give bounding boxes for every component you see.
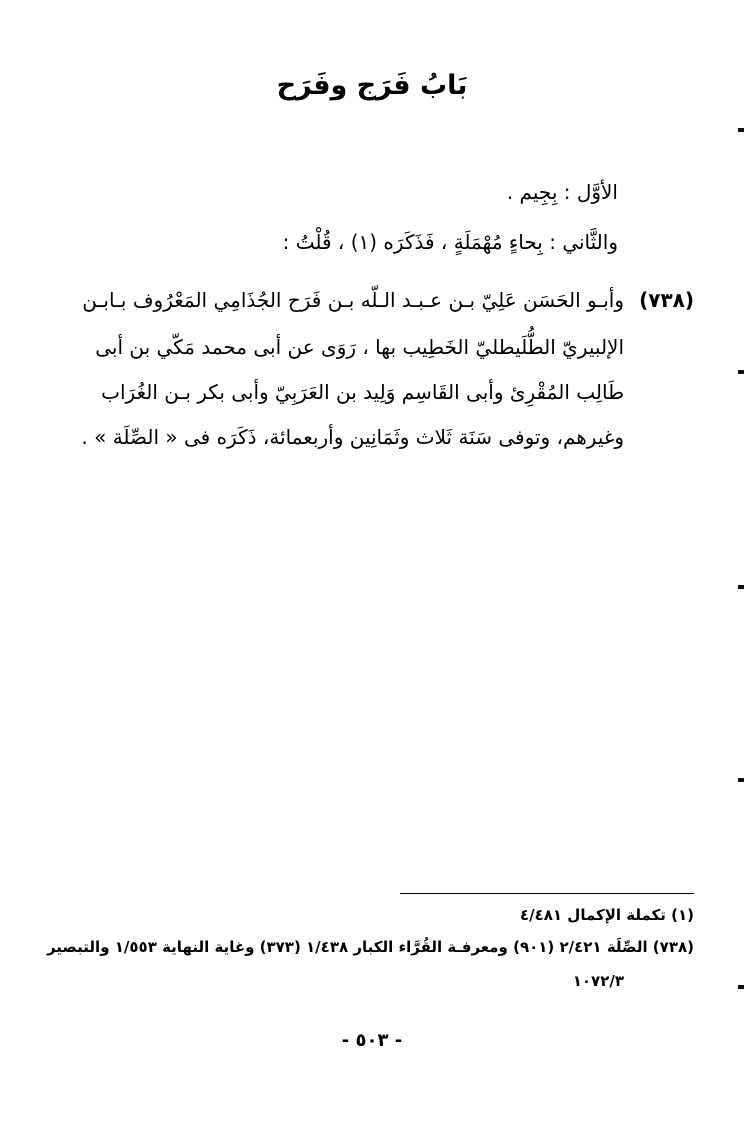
entry-line: وغيرهم، وتوفى سَنَة ثَلاث وثَمَانِين وأربعمائة، ذَكَرَه فى « الصِّلَة » . bbox=[81, 425, 624, 449]
entry-number: (٧٣٨) bbox=[639, 288, 694, 312]
scan-edge-mark bbox=[738, 985, 744, 989]
entry-line: طَالِب المُقْرِئ وأبى القَاسِم وَلِيد بن العَرَبِيّ وأبى بكر بـن الغُرَاب bbox=[101, 380, 624, 404]
scan-edge-mark bbox=[738, 128, 744, 132]
footnote-738-continued: ١٠٧٢/٣ bbox=[572, 972, 624, 990]
intro-line-first: الأوَّل : بِجِيم . bbox=[506, 180, 618, 204]
page-number: - ٥٠٣ - bbox=[341, 1030, 403, 1051]
chapter-title: بَابُ فَرَج وفَرَح bbox=[276, 70, 468, 101]
entry-line: وأبـو الحَسَن عَلِيّ بـن عـبـد الـلّه بـن فَرَح الجُذَامِي المَعْرُوف بـابـن bbox=[82, 288, 624, 312]
footnote-1: (١) تكملة الإكمال ٤/٤٨١ bbox=[519, 906, 694, 924]
scan-edge-mark bbox=[738, 778, 744, 782]
footnote-738: (٧٣٨) الصِّلَة ٢/٤٢١ (٩٠١) ومعرفـة القُرَّاء الكبار ١/٤٣٨ (٣٧٣) وغاية النهاية ١/٥٥٣ والتبصير bbox=[46, 938, 694, 956]
entry-line: الإلبيريّ الطُّلَيطليّ الخَطِيب بها ، رَوَى عن أبى محمد مَكّي بن أبى bbox=[95, 335, 624, 359]
scan-edge-mark bbox=[738, 370, 744, 374]
scan-edge-mark bbox=[738, 585, 744, 589]
intro-line-second: والثَّاني : بِحاءٍ مُهْمَلَةٍ ، فَذَكَرَه (١) ، قُلْتُ : bbox=[282, 230, 618, 254]
footnote-divider bbox=[400, 893, 694, 894]
